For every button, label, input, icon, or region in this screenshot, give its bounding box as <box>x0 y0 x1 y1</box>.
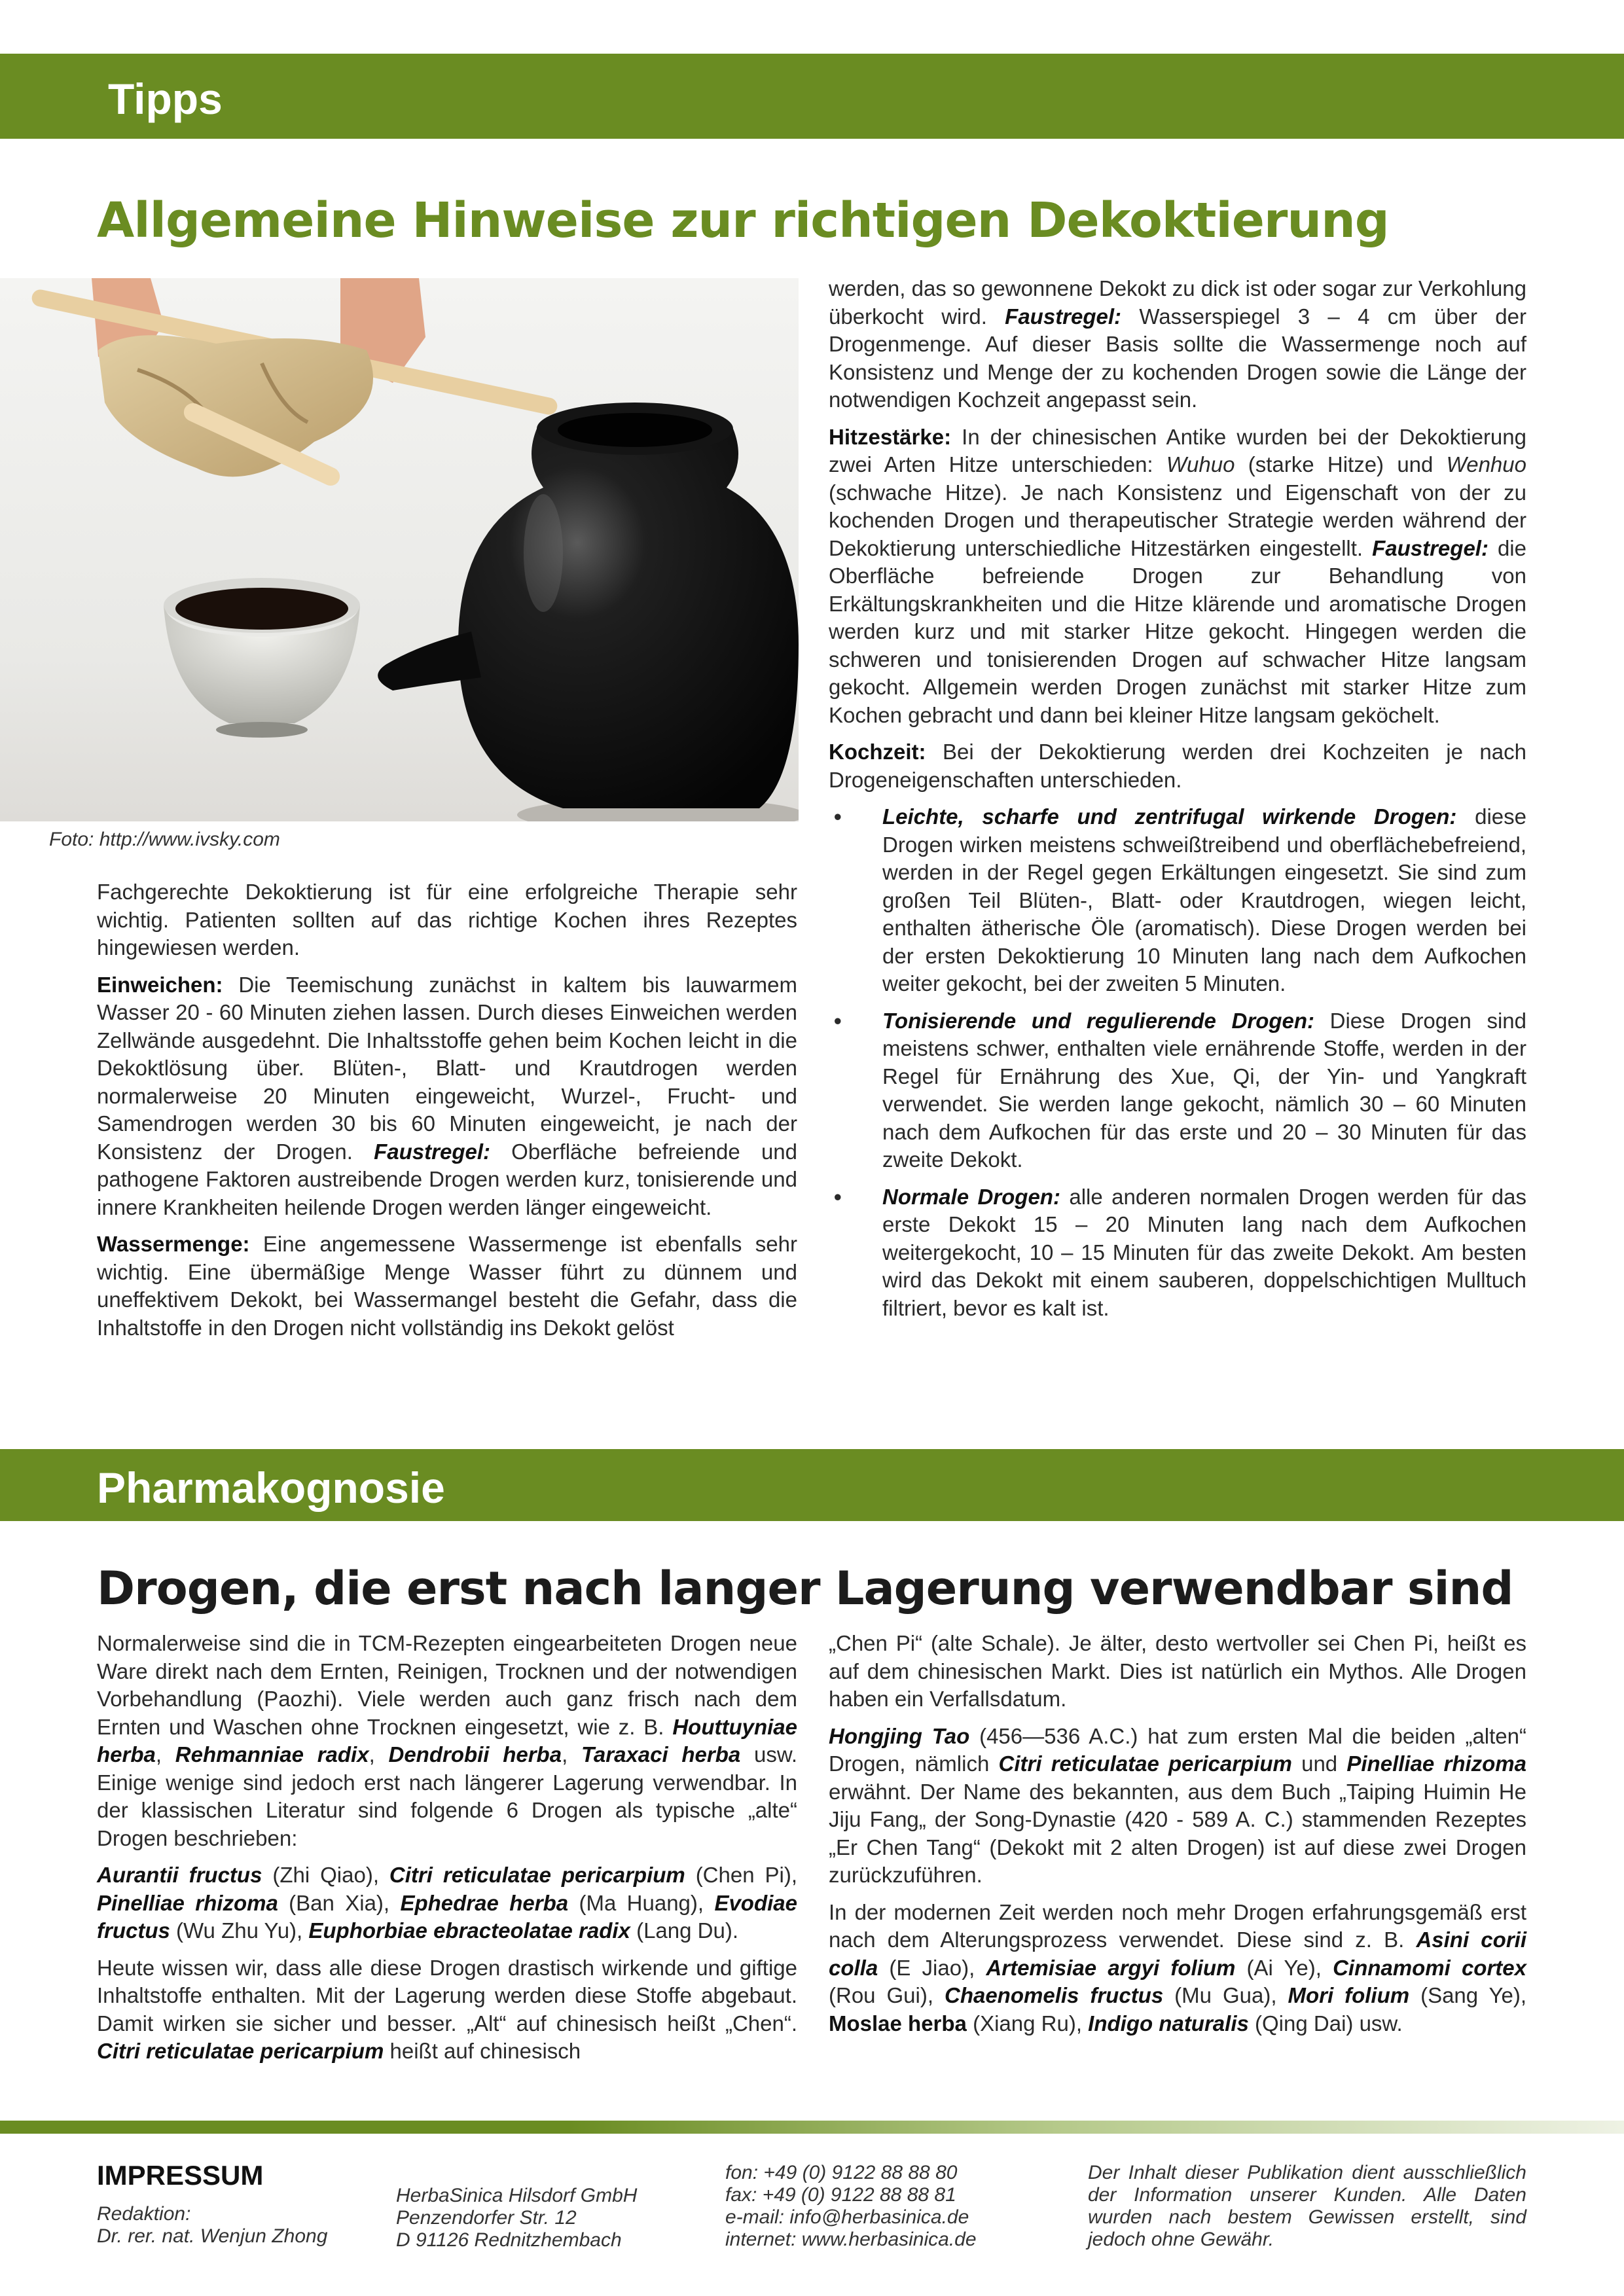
hitze-text-3: (schwache Hitze). Je nach Konsistenz und Eigenschaft von der zu kochenden Drogen und therapeutischer Strategie werden während der Dekoktierung unterschiedliche Hitzestärken eingestellt. <box>829 480 1526 560</box>
kochzeit-bullet-light <box>829 803 1526 998</box>
drug-chinese: (Ban Xia), <box>278 1890 401 1915</box>
contact-phone: fon: +49 (0) 9122 88 88 80 <box>725 2162 958 2183</box>
drug-citri: Citri reticulatae pericarpium <box>998 1751 1292 1776</box>
pharma-left-column <box>97 1630 797 2075</box>
wassermenge-continued <box>829 275 1526 414</box>
bullet-term: Normale Drogen: <box>882 1184 1060 1209</box>
pharma-intro-text: Normalerweise sind die in TCM-Rezepten eingearbeiteten Drogen neue Ware direkt nach dem Ernten, Reinigen, Trocknen und der notwendigen Vorbehandlung (Paozhi). Viele werden auch ganz frisch nach dem Ernten und Waschen ohne Trocknen eingesetzt, wie z. B. <box>97 1631 797 1739</box>
company-street: Penzendorfer Str. 12 <box>396 2207 577 2229</box>
kochzeit-bullet-tonic <box>829 1007 1526 1174</box>
bullet-term: Tonisierende und regulierende Drogen: <box>882 1008 1315 1033</box>
drug-houttuyniae: Houttuyniae herba <box>97 1714 797 1767</box>
pharma-intro-text-2: usw. Einige wenige sind jedoch erst nach längerer Lagerung verwendbar. In der klassischen Literatur sind folgende 6 Drogen als typische „alte“ Drogen beschrieben: <box>97 1742 797 1850</box>
drug-latin: Evodiae fructus <box>97 1890 797 1943</box>
drug-latin: Asini corii colla <box>829 1928 1526 1980</box>
hitzestaerke-term: Hitzestärke: <box>829 424 952 449</box>
drug-latin: Moslae herba <box>829 2011 967 2036</box>
bullet-text: Diese Drogen sind meistens schwer, enthalten viele ernährende Stoffe, werden in der Regel für Ernährung des Xue, Qi, der Yin- und Yangkraft verwendet. Sie werden lange gekocht, nämlich 30 – 60 Minuten nach dem Aufkochen für das erste und 20 – 30 Minuten für das zweite Dekokt. <box>882 1008 1526 1172</box>
drug-chinese: (Lang Du). <box>630 1918 738 1943</box>
photo-caption: Foto: http://www.ivsky.com <box>49 829 280 850</box>
wassermenge-cont-text: werden, das so gewonnene Dekokt zu dick ist oder sogar zur Verkohlung überkocht wird. <box>829 276 1526 329</box>
hongjing-text-3: erwähnt. Der Name des bekannten, aus dem Buch „Taiping Huimin He Jiju Fang„ der Song-Dynastie (420 - 589 A. C.) stammenden Rezeptes „Er Chen Tang“ (Dekokt mit 2 alten Drogen) ist auf diese zwei Drogen zurückzuführen. <box>829 1779 1526 1887</box>
tips-right-column <box>829 275 1526 1331</box>
tips-intro: Fachgerechte Dekoktierung ist für eine erfolgreiche Therapie sehr wichtig. Patienten sollten auf das richtige Kochen ihres Rezeptes hingewiesen werden. <box>97 880 797 960</box>
pharma-right-column <box>829 1630 1526 2047</box>
drug-latin: Citri reticulatae pericarpium <box>389 1863 685 1887</box>
drug-latin: Chaenomelis fructus <box>944 1983 1164 2007</box>
einweichen-rule-text: Oberfläche befreiende und pathogene Faktoren austreibende Drogen werden kurz, tonisierende und innere Krankheiten heilende Drogen werden länger eingeweicht. <box>97 1139 798 1219</box>
drug-pinelliae: Pinelliae rhizoma <box>1346 1751 1526 1776</box>
bullet-dot: • <box>834 1184 842 1209</box>
drug-latin: Mori folium <box>1288 1983 1410 2007</box>
company-address <box>396 2185 637 2251</box>
contact-email[interactable]: e-mail: info@herbasinica.de <box>725 2206 969 2228</box>
pharma-explanation-text: Heute wissen wir, dass alle diese Drogen drastisch wirkende und giftige Inhaltstoffe enthalten. Mit der Lagerung werden diese Stoffe abgebaut. Damit wirken sie sicher und besser. „Alt“ auf chinesisch heißt „Chen“. <box>97 1955 797 2036</box>
kochzeit-bullet-normal <box>829 1183 1526 1323</box>
footer-rule <box>0 2121 1624 2134</box>
drug-chinese: (Ai Ye), <box>1235 1955 1333 1980</box>
hitze-text-1: In der chinesischen Antike wurden bei der Dekoktierung zwei Arten Hitze unterschieden: <box>829 424 1526 476</box>
kochzeit-text: Bei der Dekoktierung werden drei Kochzeiten je nach Drogeneigenschaften unterschieden. <box>829 740 1526 792</box>
hongjing-text-1: (456—536 A.C.) hat zum ersten Mal die beiden „alten“ Drogen, nämlich <box>829 1723 1526 1776</box>
person-hongjing-tao: Hongjing Tao <box>829 1723 970 1748</box>
contact-website[interactable]: internet: www.herbasinica.de <box>725 2229 977 2250</box>
hitze-rule-text: die Oberfläche befreiende Drogen zur Behandlung von Erkältungskrankheiten und die Hitze klärende und aromatische Drogen werden kurz und mit starker Hitze gekocht. Hingegen werden die schweren und tonisierenden Drogen auf schwacher Hitze langsam gekocht. Allgemein werden Drogen zunächst mit starker Hitze zum Kochen gebracht und dann bei kleiner Hitze langsam geköchelt. <box>829 535 1526 727</box>
drug-rehmanniae: Rehmanniae radix <box>175 1742 369 1767</box>
company-name: HerbaSinica Hilsdorf GmbH <box>396 2185 638 2206</box>
kochzeit-term: Kochzeit: <box>829 740 926 764</box>
tips-section-band <box>0 54 1624 139</box>
bullet-text: alle anderen normalen Drogen werden für das erste Dekokt 15 – 20 Minuten lang nach dem Aufkochen weitergekocht, 10 – 15 Minuten für das zweite Dekokt. Am besten wird das Dekokt mit einem sauberen, doppelschichtigen Mulltuch filtriert, bevor es kalt ist. <box>882 1184 1526 1320</box>
modern-text-end: usw. <box>1353 2011 1403 2036</box>
hitze-rule: Faustregel: <box>1372 535 1489 560</box>
pharma-section-label: Pharmakognosie <box>97 1463 445 1512</box>
redaktion-block <box>97 2203 327 2248</box>
kochzeit-paragraph <box>829 738 1526 794</box>
wuhuo-term: Wuhuo <box>1166 452 1235 476</box>
pharma-explanation-text-2: heißt auf chinesisch <box>384 2039 581 2063</box>
drug-citri: Citri reticulatae pericarpium <box>97 2039 384 2063</box>
chen-pi-paragraph: „Chen Pi“ (alte Schale). Je älter, desto wertvoller sei Chen Pi, heißt es auf dem chinesischen Markt. Dies ist natürlich ein Mythos. Alle Drogen haben ein Verfallsdatum. <box>829 1631 1526 1711</box>
drug-latin: Ephedrae herba <box>400 1890 569 1915</box>
tips-left-column <box>97 878 797 1351</box>
tips-headline: Allgemeine Hinweise zur richtigen Dekoktierung <box>97 192 1389 249</box>
wenhuo-term: Wenhuo <box>1446 452 1526 476</box>
drug-chinese: (Ma Huang), <box>568 1890 715 1915</box>
wassermenge-text: Eine angemessene Wassermenge ist ebenfalls sehr wichtig. Eine übermäßige Menge Wasser führt zu dünnem und uneffektivem Dekokt, bei Wassermangel besteht die Gefahr, dass die Inhaltstoffe in den Drogen nicht vollständig ins Dekokt gelöst <box>97 1232 797 1340</box>
drug-chinese: (Chen Pi), <box>685 1863 797 1887</box>
redaktion-label: Redaktion: <box>97 2203 191 2225</box>
drug-latin: Aurantii fructus <box>97 1863 262 1887</box>
bullet-text: diese Drogen wirken meistens schweißtreibend und oberflächebefreiend, werden in der Regel gegen Erkältungen eingesetzt. Sie sind zum großen Teil Blüten-, Blatt- oder Krautdrogen, wiegen leicht, enthalten ätherische Öle (aromatisch). Diese Drogen werden bei der ersten Dekoktierung 10 Minuten lang nach dem Aufkochen weiter gekocht, bei der zweiten 5 Minuten. <box>882 804 1526 996</box>
drug-chinese: (Xiang Ru), <box>966 2011 1089 2036</box>
drug-chinese: (E Jiao), <box>878 1955 986 1980</box>
drug-latin: Cinnamomi cortex <box>1333 1955 1526 1980</box>
decoction-pot-illustration <box>0 278 799 821</box>
drug-chinese: (Rou Gui), <box>829 1983 945 2007</box>
einweichen-text: Die Teemischung zunächst in kaltem bis lauwarmem Wasser 20 - 60 Minuten ziehen lassen. Durch dieses Einweichen werden Zellwände ausgedehnt. Die Inhaltsstoffe gehen beim Kochen leicht in die Dekoktlösung über. Blüten-, Blatt- und Krautdrogen werden normalerweise 20 Minuten eingeweicht, Wurzel-, Frucht- und Samendrogen werden 30 bis 60 Minuten eingeweicht, je nach der Konsistenz der Drogen. <box>97 972 797 1164</box>
hitzestaerke-paragraph <box>829 423 1526 730</box>
pharma-intro: Normalerweise sind die in TCM-Rezepten eingearbeiteten Drogen neue Ware direkt nach dem Ernten, Reinigen, Trocknen und der notwendigen Vorbehandlung (Paozhi). Viele werden auch ganz frisch nach dem Ernten und Waschen ohne Trocknen eingesetzt, wie z. B. Houttuyniae herba, Rehmanniae radix, Dendrobii herba, Taraxaci herba usw. Einige wenige sind jedoch erst nach längerer Lagerung verwendbar. In der klassischen Literatur sind folgende 6 Drogen als typische „alte“ Drogen beschrieben: <box>97 1631 797 1850</box>
drug-latin: Artemisiae argyi folium <box>986 1955 1236 1980</box>
pharma-explanation <box>97 1954 797 2066</box>
wassermenge-rule: Faustregel: <box>1005 304 1122 329</box>
drug-chinese: (Sang Ye), <box>1409 1983 1527 2007</box>
bullet-dot: • <box>834 1008 842 1033</box>
bullet-dot: • <box>834 804 842 829</box>
drug-chinese: (Qing Dai) <box>1248 2011 1354 2036</box>
bullet-term: Leichte, scharfe und zentrifugal wirkende Drogen: <box>882 804 1457 829</box>
hongjing-tao-paragraph <box>829 1723 1526 1890</box>
wassermenge-rule-text: Wasserspiegel 3 – 4 cm über der Drogenmenge. Auf dieser Basis sollte die Wassermenge noch auf Konsistenz und Menge der zu kochenden Drogen sowie die Länge der notwendigen Kochzeit angepasst sein. <box>829 304 1527 412</box>
drug-dendrobii: Dendrobii herba <box>388 1742 562 1767</box>
tips-wassermenge-paragraph <box>97 1230 797 1342</box>
einweichen-rule: Faustregel: <box>374 1139 490 1164</box>
modern-drugs-paragraph <box>829 1899 1526 2038</box>
modern-text: In der modernen Zeit werden noch mehr Drogen erfahrungsgemäß erst nach dem Alterungsprozess verwendet. Diese sind z. B. <box>829 1899 1526 1952</box>
drug-latin: Euphorbiae ebracteolatae radix <box>308 1918 630 1943</box>
wassermenge-term: Wassermenge: <box>97 1232 250 1256</box>
drug-chinese: (Mu Gua), <box>1163 1983 1288 2007</box>
drug-chinese: (Wu Zhu Yu), <box>170 1918 309 1943</box>
contact-fax: fax: +49 (0) 9122 88 88 81 <box>725 2184 956 2206</box>
hitze-text-2: (starke Hitze) und <box>1235 452 1447 476</box>
tips-section-label: Tipps <box>108 75 223 123</box>
impressum-title: IMPRESSUM <box>97 2160 264 2191</box>
redaktion-name: Dr. rer. nat. Wenjun Zhong <box>97 2225 328 2247</box>
decoction-photo <box>0 278 799 821</box>
drug-taraxaci: Taraxaci herba <box>581 1742 741 1767</box>
hongjing-text-2: und <box>1291 1751 1347 1776</box>
drug-chinese: (Zhi Qiao), <box>262 1863 389 1887</box>
drug-latin: Pinelliae rhizoma <box>97 1890 278 1915</box>
old-drugs-list <box>97 1861 797 1945</box>
drug-latin: Indigo naturalis <box>1088 2011 1249 2036</box>
contact-block <box>725 2162 977 2251</box>
pharma-headline: Drogen, die erst nach langer Lagerung verwendbar sind <box>97 1562 1513 1615</box>
einweichen-term: Einweichen: <box>97 972 223 997</box>
disclaimer: Der Inhalt dieser Publikation dient ausschließlich der Information unserer Kunden. Alle Daten wurden nach bestem Gewissen erstellt, sind jedoch ohne Gewähr. <box>1088 2162 1526 2250</box>
tips-einweichen-paragraph <box>97 971 797 1222</box>
company-city: D 91126 Rednitzhembach <box>396 2229 622 2251</box>
